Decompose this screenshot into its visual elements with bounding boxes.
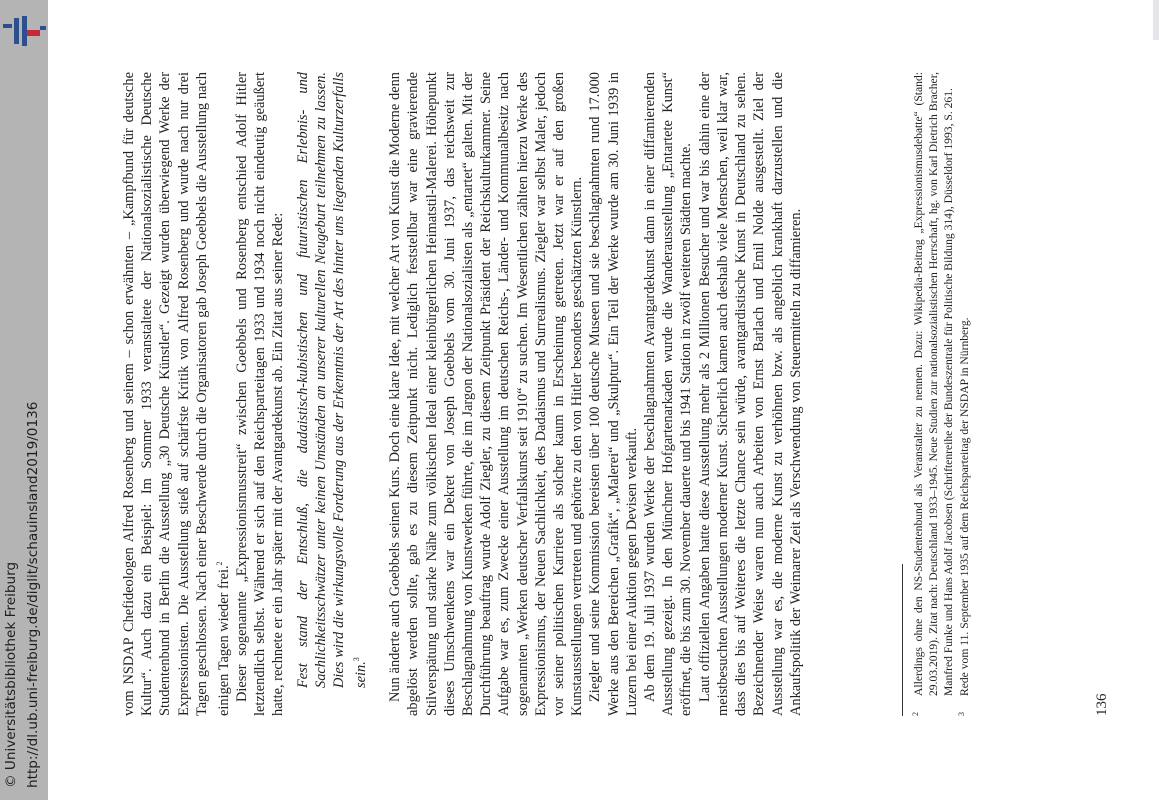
copyright-notice: © Universitätsbibliothek Freiburg	[3, 561, 19, 788]
source-url[interactable]: http://dl.ub.uni-freiburg.de/diglit/schauinsland2019/0136	[25, 401, 41, 788]
paragraph: Nun änderte auch Goebbels seinen Kurs. Doch eine klare Idee, mit welcher Art von Kunst die Moderne denn abgelöst werden sollte, gab es zu diesem Zeitpunkt nicht. Lediglich feststellbar war eine gravierende Stilverspätung und starke Nähe zum völkischen Ideal einer kleinbürgerlichen Heimatstil-Malerei. Höhepunkt dieses Umschwenkens war ein Dekret von Joseph Goebbels vom 30. Juni 1937, das reichsweit zur Beschlagnahmung von Kunstwerken führte, die im Jargon der Nationalsozialisten als „entartet“ galten. Mit der Durchführung beauftrag wurde Adolf Ziegler, zu diesem Zeitpunkt Präsident der Reichskulturkammer. Seine Aufgabe war es, zum Zwecke einer Ausstellung im deutschen Reichs-, Länder- und Kommunalbesitz nach sogenannten „Werken deutscher Verfallskunst seit 1910“ zu suchen. Im Wesentlichen zählten hierzu Werke des Expressionismus, der Neuen Sachlichkeit, des Dadaismus und Surrealismus. Ziegler war selbst Maler, jedoch vor seiner politischen Karriere als solcher kaum in Erscheinung getreten. Jetzt war er auf den großen Kunstausstellungen vertreten und gehörte zu den von Hitler besonders geschätzten Künstlern.	[387, 72, 586, 716]
paragraph: vom NSDAP Chefideologen Alfred Rosenberg und seinem – schon erwähnten – „Kampfbund für deutsche Kultur“. Auch dazu ein Beispiel: Im Sommer 1933 veranstaltete der Nationalsozialistische Deutsche Studentenbund in Berlin die Ausstellung „30 Deutsche Künstler“. Gezeigt wurden überwiegend Werke der Expressionisten. Die Ausstellung stieß auf schärfste Kritik von Alfred Rosenberg und wurde nach nur drei Tagen geschlossen. Nach einer Beschwerde durch die Organisatoren gab Joseph Goebbels die Ausstellung nach einigen Tagen wieder frei.$^2$	[121, 72, 232, 716]
book-page	[50, 0, 1159, 800]
footnote-number: 3	[956, 712, 966, 716]
footnote-text: Allerdings ohne den NS-Studentenbund als Veranstalter zu nennen. Dazu: Wikipedia-Beitrag „Expressionismusdebatte“ (Stand: 29.03.2019). Zitat nach: Deutschland 1933–1945. Neue Studien zur nationalsozialistischen Herrschaft, hg. von Karl Dietrich Bracher, Manfred Funke und Hans Adolf Jacobsen (Schriftenreihe der Bundeszentrale für Politische Bildung 314), Düsseldorf 1993, S. 261.	[912, 72, 956, 696]
block-quote: Fest stand der Entschluß, die dadaistisch-kubistischen und futuristischen Erlebnis- und Sachlichkeitsschwätzer unter keinen Umständen an unserer kulturellen Neugeburt teilnehmen zu lassen. Dies wird die wirkungsvolle Forderung aus der Erkenntnis der Art des hinter uns liegenden Kulturzerfalls sein.$^3$	[294, 72, 370, 688]
footnote	[957, 72, 972, 716]
footnote-separator	[902, 564, 903, 716]
footnotes	[902, 72, 972, 716]
paragraph: Dieser sogenannte „Expressionismusstreit“ zwischen Goebbels und Rosenberg entschied Adolf Hitler letztendlich selbst. Während er sich auf den Reichsparteitagen 1933 und 1934 noch nicht eindeutig geäußert hatte, rechnete er ein Jahr später mit der Avantgardekunst ab. Ein Zitat aus seiner Rede:	[234, 72, 287, 716]
footnote	[911, 72, 957, 716]
footnote-ref[interactable]: 2	[215, 561, 225, 566]
viewer-sidebar	[0, 0, 48, 800]
footnote-number: 2	[911, 712, 920, 716]
main-text	[120, 72, 805, 716]
paragraph: Ab dem 19. Juli 1937 wurden Werke der beschlagnahmten Avantgardekunst dann in einer diffamierenden Ausstellung gezeigt. In den Münchner Hofgartenarkaden wurde die Wanderausstellung „Entartete Kunst“ eröffnet, die bis zum 30. November dauerte und bis 1941 Station in zwölf weiteren Städten machte.	[642, 72, 695, 716]
rotated-page-content	[50, 0, 1159, 800]
footnote-text: Rede vom 11. September 1935 auf dem Reichsparteitag der NSDAP in Nürnberg.	[957, 317, 971, 696]
paragraph: Ziegler und seine Kommission bereisten über 100 deutsche Museen und sie beschlagnahmten rund 17.000 Werke aus den Bereichen „Grafik“, „Malerei“ und „Skulptur“. Ein Teil der Werke wurde am 30. Juni 1939 in Luzern bei einer Auktion gegen Devisen verkauft.	[587, 72, 640, 716]
paragraph: Laut offiziellen Angaben hatte diese Ausstellung mehr als 2 Millionen Besucher und war bis dahin eine der meistbesuchten Ausstellungen moderner Kunst. Sicherlich kamen auch deshalb viele Menschen, weil klar war, dass dies bis auf Weiteres die letzte Chance sein würde, avantgardistische Kunst in Deutschland zu sehen. Bezeichnender Weise waren nun auch Arbeiten von Ernst Barlach und Emil Nolde ausgestellt. Ziel der Ausstellung war es, die moderne Kunst zu verhöhnen bzw. als angeblich krankhaft darzustellen und die Ankaufspolitik der Weimarer Zeit als Verschwendung von Steuermitteln zu diffamieren.	[696, 72, 804, 716]
footnote-ref[interactable]: 3	[352, 657, 362, 662]
page-number: 136	[1094, 693, 1110, 716]
